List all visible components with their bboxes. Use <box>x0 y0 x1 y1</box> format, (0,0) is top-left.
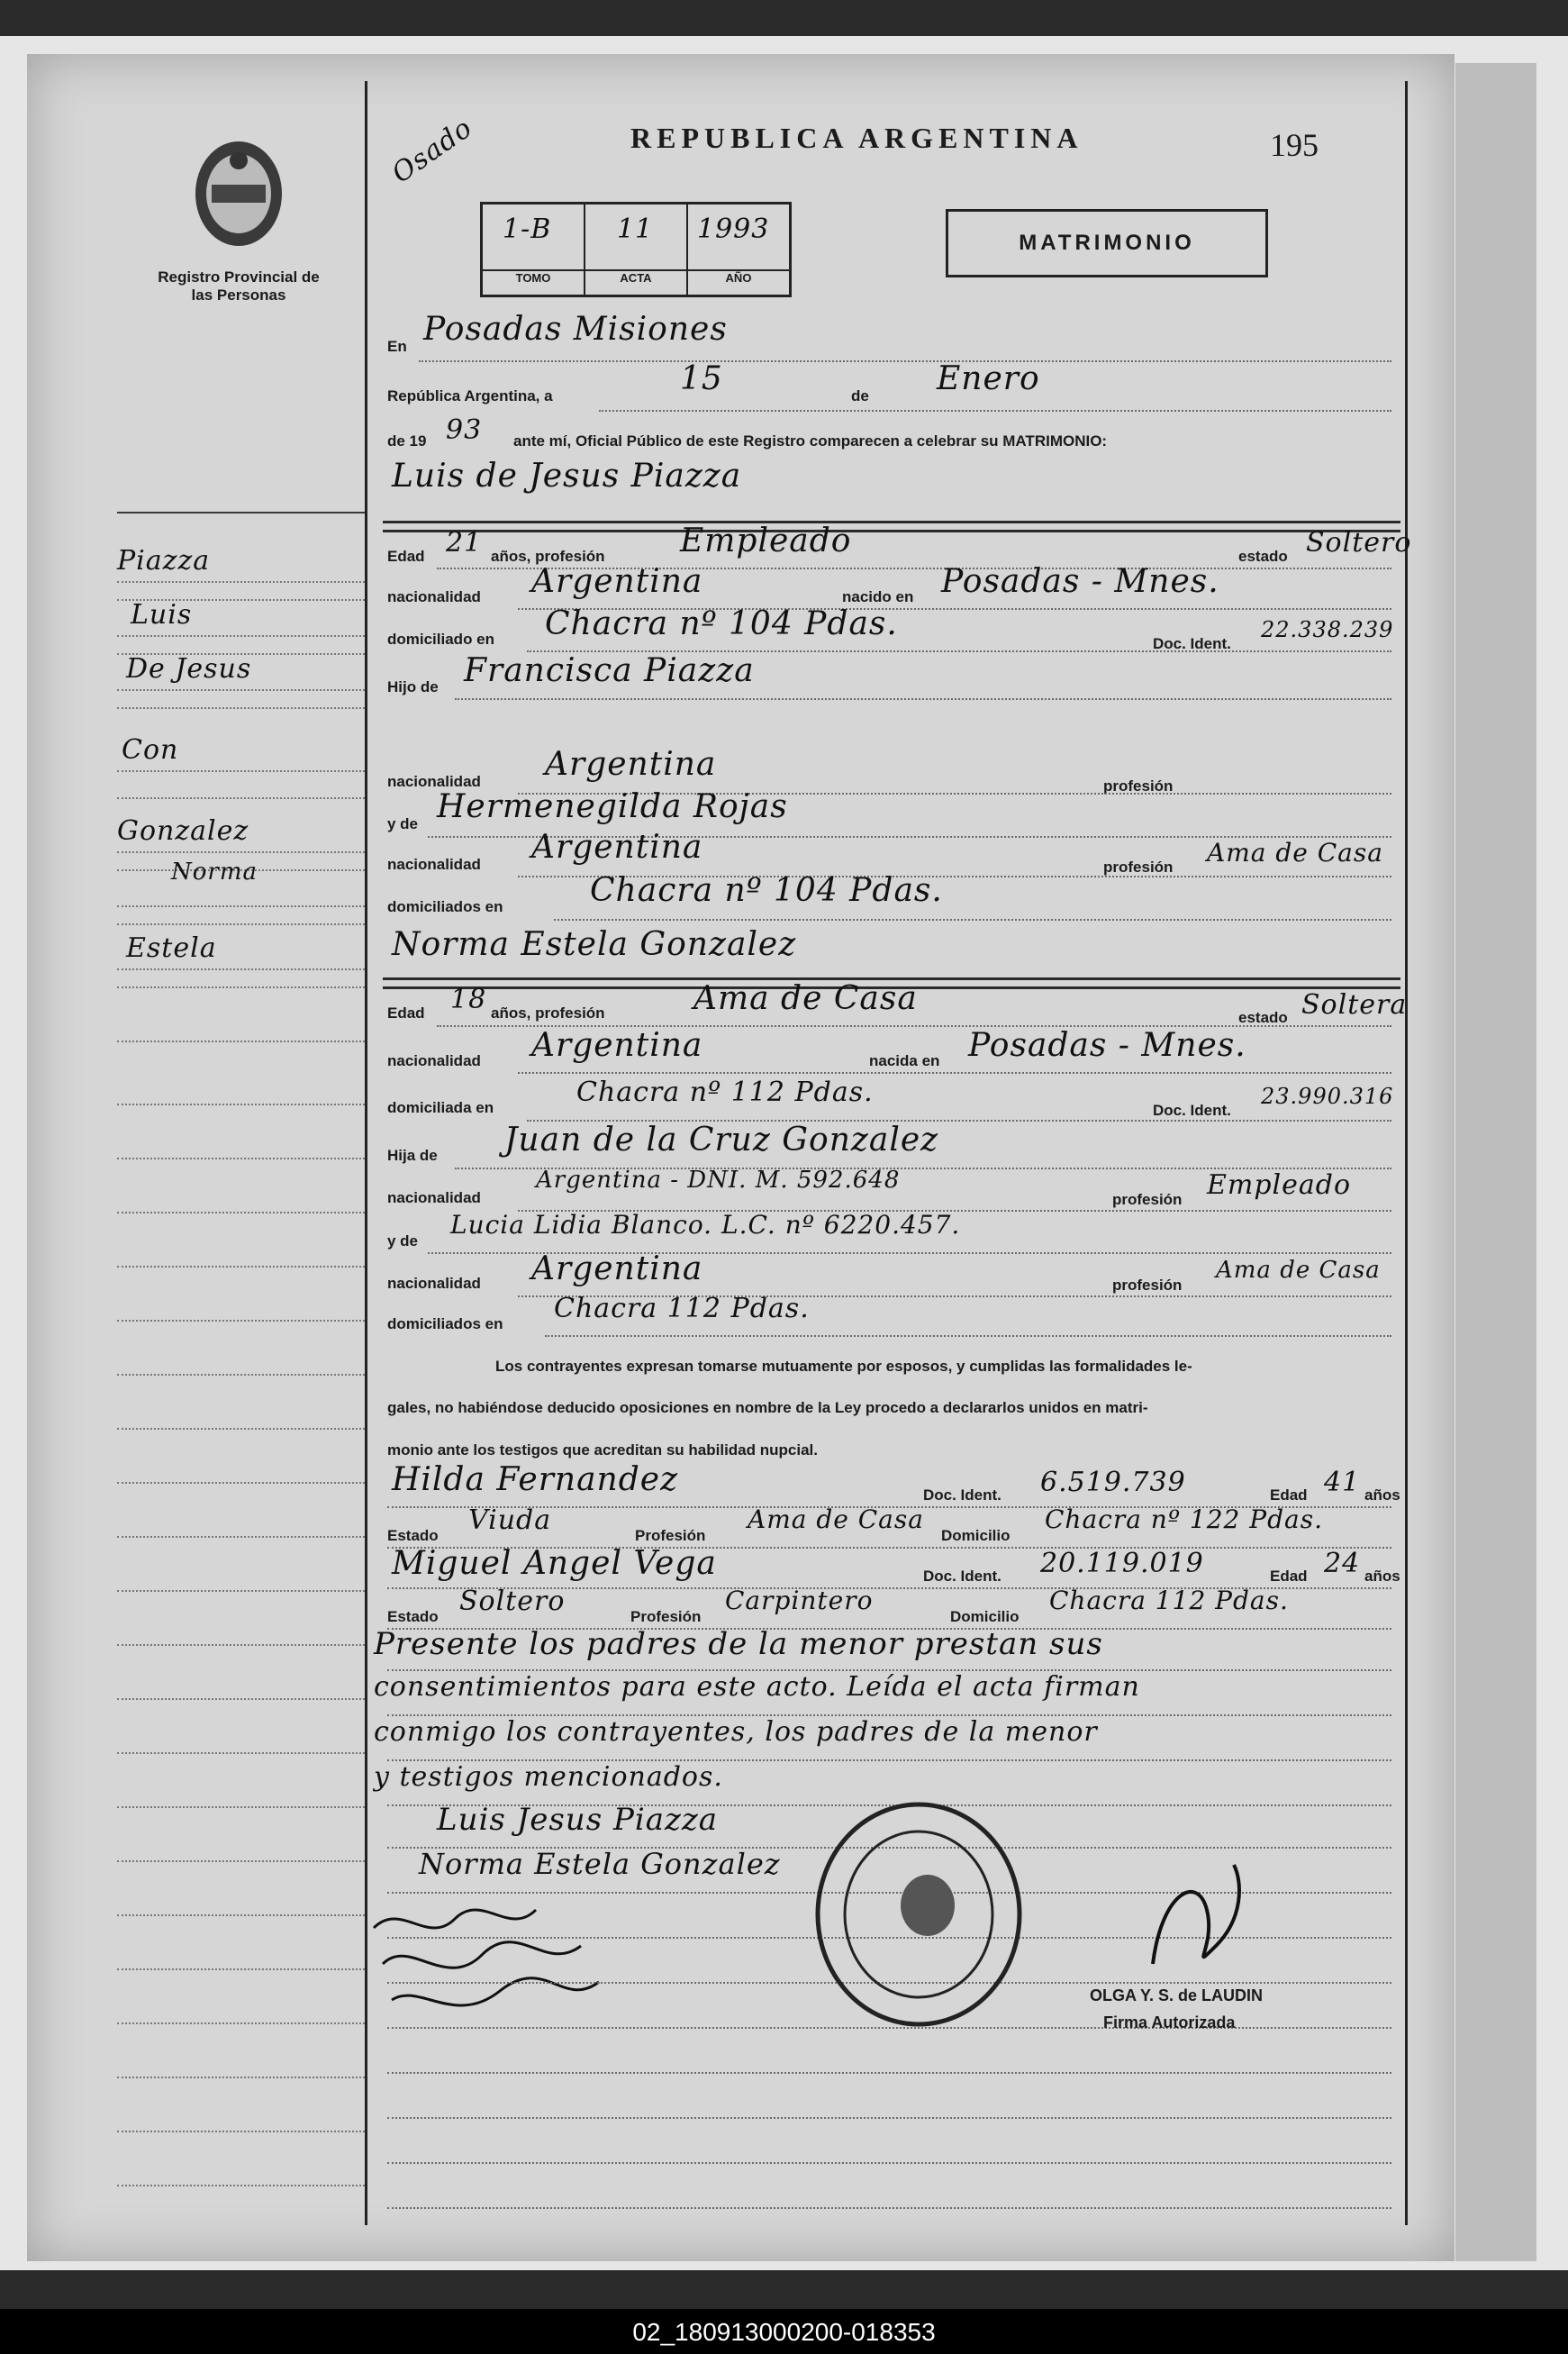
estado-label: estado <box>1238 1009 1288 1026</box>
nacida-label: nacida en <box>869 1052 940 1069</box>
domicilio-label: Domicilio <box>950 1608 1020 1625</box>
bride-nationality: Argentina <box>531 1027 703 1064</box>
profesion-label: Profesión <box>630 1608 702 1625</box>
republica-label: República Argentina, a <box>387 387 553 404</box>
witness2-doc: 20.119.019 <box>1040 1548 1204 1579</box>
nacionalidad-label: nacionalidad <box>387 1052 481 1069</box>
profesion-label: años, profesión <box>491 548 605 565</box>
official-stamp-icon <box>811 1797 1027 2031</box>
groom-mother-nationality: Argentina <box>531 829 703 866</box>
domiciliado-label: domiciliado en <box>387 631 495 648</box>
anos-label: años <box>1364 1486 1400 1504</box>
intro-text: ante mí, Oficial Público de este Registro comparecen a celebrar su MATRIMONIO: <box>513 432 1108 450</box>
witness2-address: Chacra 112 Pdas. <box>1049 1586 1289 1615</box>
page-number: 195 <box>1270 127 1319 163</box>
yde-label: y de <box>387 815 419 832</box>
witness2-age: 24 <box>1324 1548 1361 1579</box>
witness2-status: Soltero <box>459 1586 566 1617</box>
bride-mother-nationality: Argentina <box>531 1250 703 1287</box>
margin-entry: Norma <box>171 859 258 886</box>
groom-father-nationality: Argentina <box>545 746 717 783</box>
witness1-age: 41 <box>1324 1467 1361 1498</box>
estado-label: Estado <box>387 1608 439 1625</box>
officer-name: OLGA Y. S. de LAUDIN <box>1090 1986 1264 2004</box>
margin-entry: Con <box>122 734 179 766</box>
bride-parents-address: Chacra 112 Pdas. <box>554 1293 810 1324</box>
margin-entry: Piazza <box>117 545 211 577</box>
groom-profession: Empleado <box>680 523 852 559</box>
registry-name: Registro Provincial de las Personas <box>158 268 320 304</box>
image-filename: 02_180913000200-018353 <box>632 2318 936 2346</box>
groom-doc: 22.338.239 <box>1261 617 1394 642</box>
acta-label: ACTA <box>585 269 686 285</box>
register-page <box>27 54 1455 2261</box>
domiciliados-label: domiciliados en <box>387 898 503 915</box>
bride-signature: Norma Estela Gonzalez <box>419 1847 781 1881</box>
doc-label: Doc. Ident. <box>923 1486 1002 1504</box>
statement-line: Los contrayentes expresan tomarse mutuamente por esposos, y cumplidas las formalidades le- <box>495 1358 1192 1375</box>
bride-father-nationality: Argentina - DNI. M. 592.648 <box>536 1167 901 1194</box>
bride-status: Soltera <box>1301 989 1408 1021</box>
groom-full-name: Luis de Jesus Piazza <box>392 458 742 495</box>
edad-label: Edad <box>1270 1568 1308 1585</box>
closing-line: y testigos mencionados. <box>374 1761 723 1793</box>
statement-line: gales, no habiéndose deducido oposiciones en nombre de la Ley procedo a declararlos unidos en matri- <box>387 1399 1148 1416</box>
nacionalidad-label: nacionalidad <box>387 773 481 790</box>
record-type: MATRIMONIO <box>1019 231 1195 255</box>
statement-line: monio ante los testigos que acreditan su habilidad nupcial. <box>387 1441 818 1459</box>
next-page-edge <box>1455 63 1536 2261</box>
coat-of-arms-icon <box>185 135 293 252</box>
witness2-name: Miguel Angel Vega <box>392 1545 717 1582</box>
doc-label: Doc. Ident. <box>1153 635 1231 652</box>
groom-birthplace: Posadas - Mnes. <box>941 563 1219 600</box>
footer-bar <box>0 2309 1568 2354</box>
profesion-label: profesión <box>1103 859 1174 876</box>
section-separator <box>383 521 1400 523</box>
hija-label: Hija de <box>387 1147 438 1164</box>
margin-note: Osado <box>386 112 479 190</box>
ano-label: AÑO <box>688 269 789 285</box>
nacionalidad-label: nacionalidad <box>387 588 481 605</box>
profesion-label: profesión <box>1103 777 1174 795</box>
acta-value: 11 <box>617 214 654 245</box>
edad-label: Edad <box>387 548 425 565</box>
witness1-doc: 6.519.739 <box>1040 1467 1186 1498</box>
en-label: En <box>387 338 407 355</box>
bride-father-profession: Empleado <box>1207 1169 1352 1201</box>
witness-signatures-scribble <box>365 1892 635 2036</box>
profesion-label: profesión <box>1112 1277 1183 1294</box>
groom-nationality: Argentina <box>531 563 703 600</box>
nacionalidad-label: nacionalidad <box>387 856 481 873</box>
profesion-label: profesión <box>1112 1191 1183 1208</box>
nacido-label: nacido en <box>842 588 914 605</box>
month: Enero <box>937 360 1040 397</box>
profesion-label: años, profesión <box>491 1004 605 1022</box>
estado-label: Estado <box>387 1527 439 1544</box>
bride-father: Juan de la Cruz Gonzalez <box>504 1122 939 1159</box>
main-area <box>374 54 1412 2252</box>
country-title: REPUBLICA ARGENTINA <box>630 122 1083 154</box>
witness1-address: Chacra nº 122 Pdas. <box>1045 1504 1323 1534</box>
bride-mother-profession: Ama de Casa <box>1216 1257 1381 1284</box>
year-suffix: 93 <box>446 414 483 446</box>
bride-mother: Lucia Lidia Blanco. L.C. nº 6220.457. <box>450 1210 961 1240</box>
groom-address: Chacra nº 104 Pdas. <box>545 605 898 642</box>
groom-mother: Hermenegilda Rojas <box>437 788 788 825</box>
estado-label: estado <box>1238 548 1288 565</box>
de-label: de <box>851 387 869 404</box>
edad-label: Edad <box>1270 1486 1308 1504</box>
closing-line: consentimientos para este acto. Leída el acta firman <box>374 1671 1140 1703</box>
bride-birthplace: Posadas - Mnes. <box>968 1027 1246 1064</box>
groom-age: 21 <box>446 527 483 559</box>
tomo-label: TOMO <box>483 269 584 285</box>
bride-age: 18 <box>450 984 487 1015</box>
ano-value: 1993 <box>697 214 770 245</box>
yde-label: y de <box>387 1232 419 1250</box>
margin-entry: De Jesus <box>126 653 252 685</box>
domiciliados-label: domiciliados en <box>387 1315 503 1332</box>
officer-title: Firma Autorizada <box>1103 2013 1236 2031</box>
section-separator-2 <box>383 530 1400 532</box>
domiciliada-label: domiciliada en <box>387 1099 494 1116</box>
domicilio-label: Domicilio <box>941 1527 1011 1544</box>
hijo-label: Hijo de <box>387 678 439 695</box>
witness1-name: Hilda Fernandez <box>392 1461 679 1498</box>
witness2-profession: Carpintero <box>725 1586 874 1615</box>
groom-parents-address: Chacra nº 104 Pdas. <box>590 872 943 909</box>
place: Posadas Misiones <box>423 311 728 348</box>
margin-index <box>117 545 365 2239</box>
groom-father: Francisca Piazza <box>464 652 755 689</box>
doc-label: Doc. Ident. <box>923 1568 1002 1585</box>
officer-signature-scribble <box>1135 1856 1261 1982</box>
doc-label: Doc. Ident. <box>1153 1102 1231 1119</box>
witness1-profession: Ama de Casa <box>748 1504 924 1534</box>
witness1-status: Viuda <box>468 1504 552 1536</box>
de-year-label: de 19 <box>387 432 427 450</box>
groom-signature: Luis Jesus Piazza <box>437 1802 719 1838</box>
day: 15 <box>680 360 723 397</box>
margin-entry: Luis <box>131 599 193 631</box>
margin-rule <box>117 512 365 514</box>
closing-line: Presente los padres de la menor prestan sus <box>374 1626 1103 1662</box>
bride-address: Chacra nº 112 Pdas. <box>576 1077 874 1108</box>
tomo-value: 1-B <box>503 214 552 245</box>
bride-profession: Ama de Casa <box>693 980 918 1017</box>
groom-status: Soltero <box>1306 527 1412 559</box>
closing-line: conmigo los contrayentes, los padres de la menor <box>374 1716 1098 1748</box>
bride-doc: 23.990.316 <box>1261 1084 1394 1109</box>
bride-full-name: Norma Estela Gonzalez <box>392 926 797 963</box>
nacionalidad-label: nacionalidad <box>387 1275 481 1292</box>
margin-entry: Estela <box>126 932 217 964</box>
nacionalidad-label: nacionalidad <box>387 1189 481 1206</box>
profesion-label: Profesión <box>635 1527 706 1544</box>
groom-mother-profession: Ama de Casa <box>1207 838 1383 868</box>
anos-label: años <box>1364 1568 1400 1585</box>
edad-label: Edad <box>387 1004 425 1022</box>
right-border <box>1405 81 1408 2225</box>
margin-entry: Gonzalez <box>117 815 249 847</box>
